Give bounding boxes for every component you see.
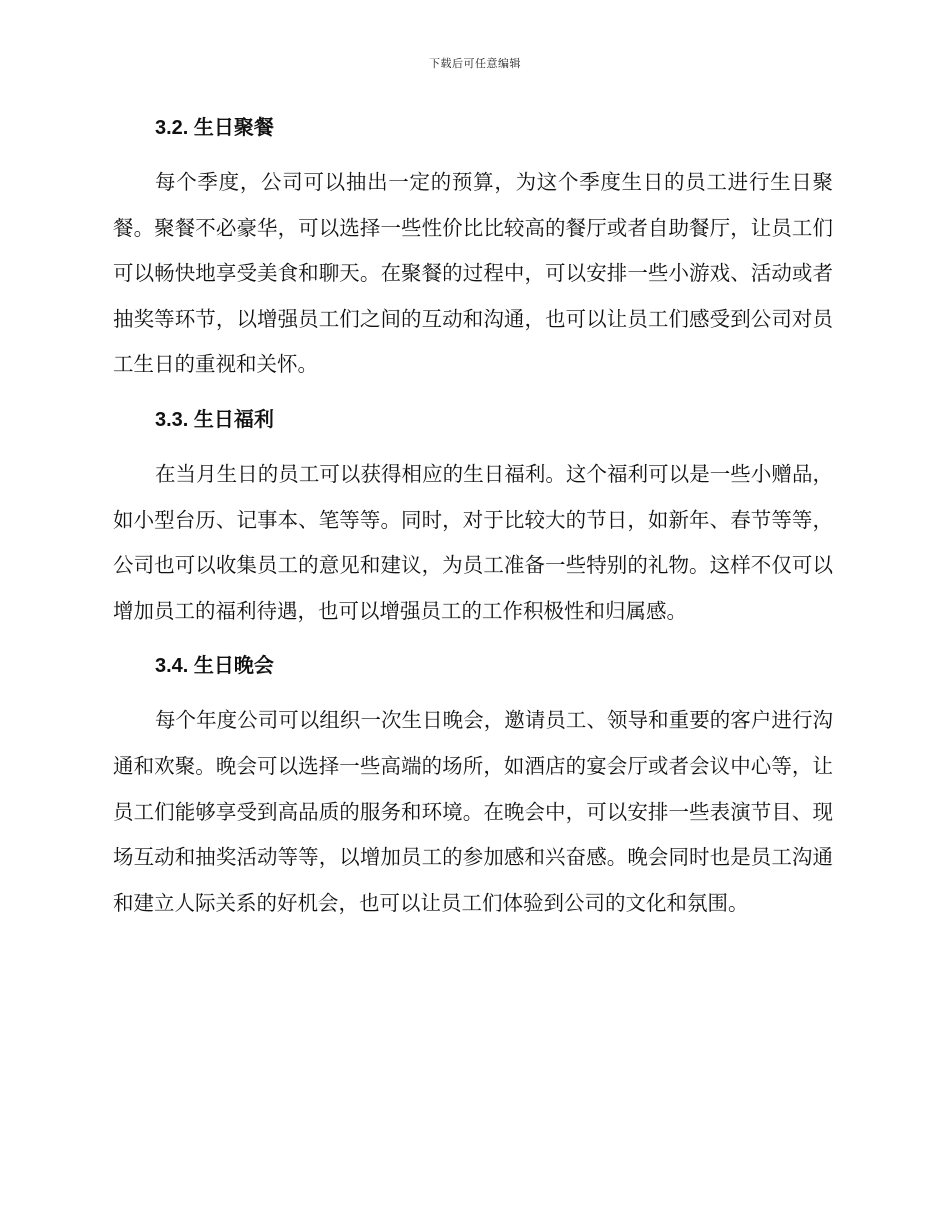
section-birthday-dinner <box>113 108 833 388</box>
section-paragraph: 每个年度公司可以组织一次生日晚会，邀请员工、领导和重要的客户进行沟通和欢聚。晚会可以选择一些高端的场所，如酒店的宴会厅或者会议中心等，让员工们能够享受到高品质的服务和环境。在晚会中，可以安排一些表演节目、现场互动和抽奖活动等等，以增加员工的参加感和兴奋感。晚会同时也是员工沟通和建立人际关系的好机会，也可以让员工们体验到公司的文化和氛围。 <box>113 708 833 915</box>
section-birthday-benefits <box>113 400 833 634</box>
section-heading: 3.3. 生日福利 <box>155 408 274 431</box>
section-birthday-party <box>113 646 833 926</box>
page-header-note: 下载后可任意编辑 <box>429 57 521 70</box>
section-paragraph: 每个季度，公司可以抽出一定的预算，为这个季度生日的员工进行生日聚餐。聚餐不必豪华，可以选择一些性价比比较高的餐厅或者自助餐厅，让员工们可以畅快地享受美食和聊天。在聚餐的过程中，可以安排一些小游戏、活动或者抽奖等环节，以增强员工们之间的互动和沟通，也可以让员工们感受到公司对员工生日的重视和关怀。 <box>113 170 833 377</box>
section-heading: 3.2. 生日聚餐 <box>155 117 274 139</box>
section-heading: 3.4. 生日晚会 <box>155 655 274 678</box>
section-paragraph: 在当月生日的员工可以获得相应的生日福利。这个福利可以是一些小赠品，如小型台历、记事本、笔等等。同时，对于比较大的节日，如新年、春节等等，公司也可以收集员工的意见和建议，为员工准备一些特别的礼物。这样不仅可以增加员工的福利待遇，也可以增强员工的工作积极性和归属感。 <box>113 461 833 623</box>
document-body <box>113 108 833 938</box>
